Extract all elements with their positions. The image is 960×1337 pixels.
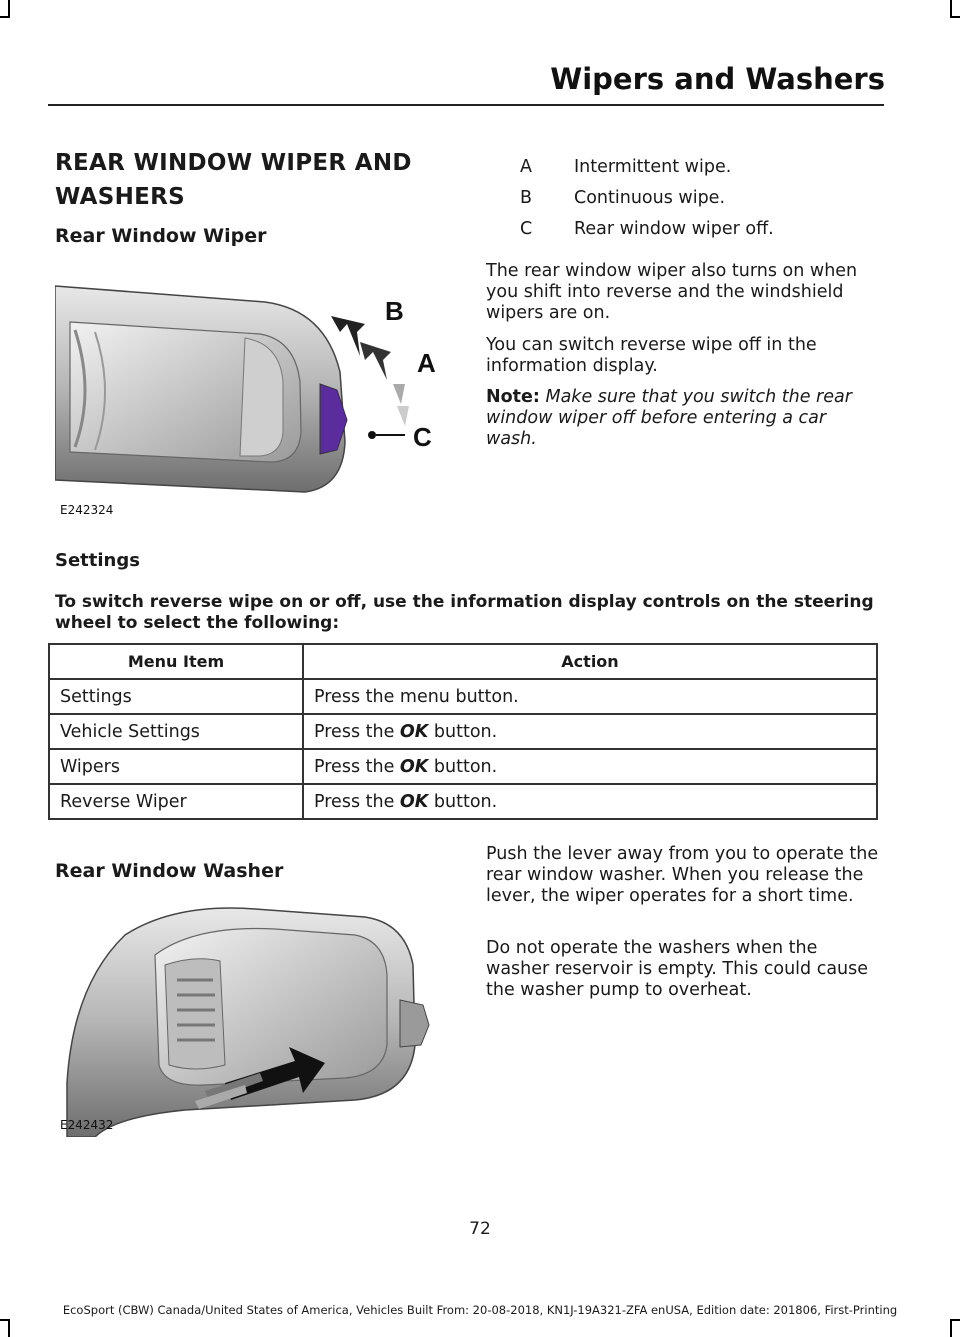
wiper-legend: [486, 157, 886, 250]
settings-table: [48, 643, 878, 820]
table-header-menu-item: Menu Item: [49, 644, 303, 679]
action-text: Press the menu button.: [314, 686, 519, 707]
wiper-note: [486, 387, 876, 450]
crop-mark: [950, 16, 960, 18]
table-header-action: Action: [303, 644, 877, 679]
action-text-end: button.: [428, 756, 498, 777]
wiper-paragraph-2: You can switch reverse wipe off in the information display.: [486, 335, 817, 376]
wiper-lever-illustration: [55, 272, 455, 524]
rear-washer-heading: Rear Window Washer: [55, 860, 284, 882]
figure-label-b: B: [385, 296, 404, 326]
crop-mark: [8, 1319, 10, 1337]
action-cell: [303, 714, 877, 749]
washer-paragraph-1: Push the lever away from you to operate the rear window washer. When you release the lever, the wiper operates for a short time.: [486, 844, 879, 906]
figure-label-c: C: [413, 422, 432, 452]
action-cell: [303, 749, 877, 784]
figure-label-a: A: [417, 348, 436, 378]
header-divider: [48, 104, 884, 106]
action-text: Press the: [314, 791, 400, 812]
action-text: Press the: [314, 756, 400, 777]
washer-paragraph-2: Do not operate the washers when the washer reservoir is empty. This could cause the washer pump to overheat.: [486, 938, 869, 1000]
section-title: [55, 146, 455, 214]
washer-lever-illustration: [55, 895, 455, 1137]
action-text-end: button.: [428, 791, 498, 812]
crop-mark: [950, 1319, 960, 1321]
section-title-line2: WASHERS: [55, 184, 186, 210]
rear-wiper-heading: Rear Window Wiper: [55, 225, 267, 247]
ok-label: OK: [399, 721, 429, 742]
table-row: [49, 784, 877, 819]
legend-row: [486, 188, 886, 219]
crop-mark: [0, 16, 10, 18]
crop-mark: [950, 1319, 952, 1337]
wiper-paragraph-1: The rear window wiper also turns on when you shift into reverse and the windshield wipers are on.: [486, 261, 858, 323]
menu-item-cell: Vehicle Settings: [49, 714, 303, 749]
table-row: [49, 749, 877, 784]
legend-text: Intermittent wipe.: [574, 157, 732, 177]
figure-code: E242324: [60, 503, 114, 517]
ok-label: OK: [399, 791, 429, 812]
table-header-row: [49, 644, 877, 679]
figure-code: E242432: [60, 1118, 114, 1132]
settings-heading: Settings: [55, 550, 140, 571]
legend-text: Rear window wiper off.: [574, 219, 774, 239]
note-label: Note:: [486, 387, 540, 407]
legend-text: Continuous wipe.: [574, 188, 726, 208]
legend-row: [486, 219, 886, 250]
legend-key: B: [520, 188, 533, 208]
action-cell: [303, 784, 877, 819]
table-row: [49, 679, 877, 714]
rear-wiper-figure: [55, 272, 455, 524]
table-row: [49, 714, 877, 749]
legend-key: A: [520, 157, 532, 177]
legend-key: C: [520, 219, 533, 239]
page-footer: EcoSport (CBW) Canada/United States of America, Vehicles Built From: 20-08-2018, KN1J-19A321-ZFA enUSA, Edition date: 201806, First-Printing: [62, 1303, 898, 1317]
settings-instruction: To switch reverse wipe on or off, use the information display controls on the steering wheel to select the following:: [55, 592, 874, 633]
page-header-title: Wipers and Washers: [550, 62, 885, 96]
action-text: Press the: [314, 721, 400, 742]
rear-washer-figure: [55, 895, 455, 1137]
section-title-line1: REAR WINDOW WIPER AND: [55, 150, 412, 176]
menu-item-cell: Wipers: [49, 749, 303, 784]
crop-mark: [0, 1319, 10, 1321]
legend-row: [486, 157, 886, 188]
action-cell: [303, 679, 877, 714]
menu-item-cell: Settings: [49, 679, 303, 714]
note-text: Make sure that you switch the rear window wiper off before entering a car wash.: [486, 387, 852, 449]
action-text-end: button.: [428, 721, 498, 742]
page-number: 72: [469, 1219, 491, 1239]
menu-item-cell: Reverse Wiper: [49, 784, 303, 819]
ok-label: OK: [399, 756, 429, 777]
